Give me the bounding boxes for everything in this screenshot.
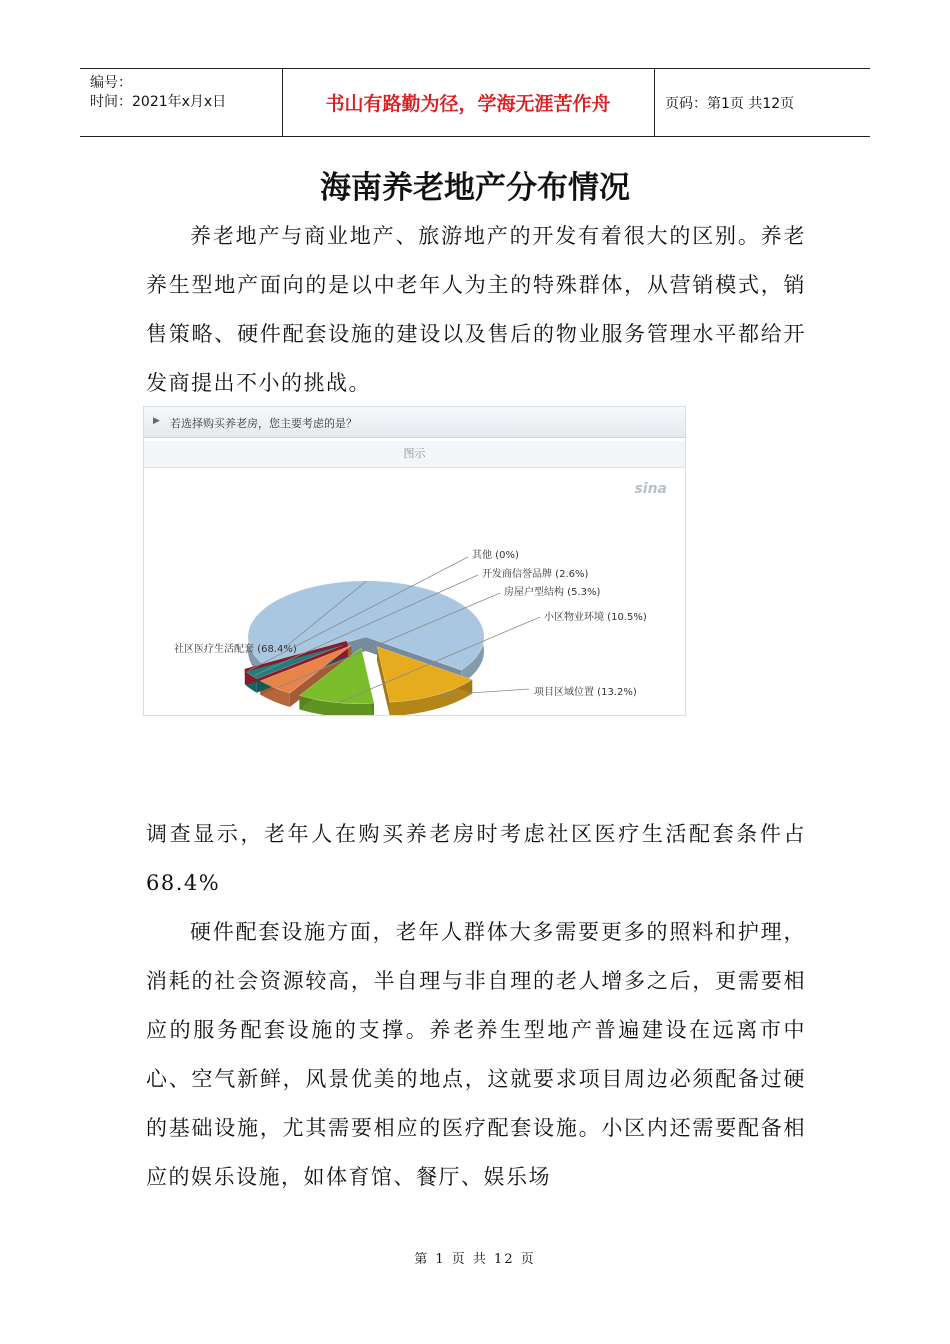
survey-chart-panel <box>143 406 686 716</box>
paragraph-intro: 养老地产与商业地产、旅游地产的开发有着很大的区别。养老养生型地产面向的是以中老年人为主的特殊群体，从营销模式，销售策略、硬件配套设施的建设以及售后的物业服务管理水平都给开发商提出不小的挑战。 <box>146 224 806 395</box>
triangle-right-icon: ▶ <box>153 416 160 426</box>
document-title: 海南养老地产分布情况 <box>320 170 630 206</box>
pie-label: 项目区域位置 (13.2%) <box>534 687 637 698</box>
pie-label: 社区医疗生活配套 (68.4%) <box>174 644 297 655</box>
number-label: 编号： <box>90 75 132 91</box>
pie-label: 房屋户型结构 (5.3%) <box>504 587 601 598</box>
pie-label: 开发商信誉品牌 (2.6%) <box>482 569 589 580</box>
chart-question-bar <box>144 407 685 438</box>
page-footer: 第 1 页 共 12 页 <box>414 1252 536 1267</box>
chart-question: 若选择购买养老房，您主要考虑的是？ <box>170 417 357 430</box>
paragraph-facilities: 硬件配套设施方面，老年人群体大多需要更多的照料和护理，消耗的社会资源较高，半自理与非自理的老人增多之后，更需要相应的服务配套设施的支撑。养老养生型地产普遍建设在远离市中心、空气新鲜，风景优美的地点，这就要求项目周边必须配备过硬的基础设施，尤其需要相应的医疗配套设施。小区内还需要配备相应的娱乐设施，如体育馆、餐厅、娱乐场 <box>146 920 806 1189</box>
page-info: 页码：第1页 共12页 <box>665 95 795 112</box>
pie-label: 其他 (0%) <box>472 550 519 561</box>
time-label: 时间：2021年x月x日 <box>90 94 227 110</box>
header-motto-cell <box>282 69 655 136</box>
motto-text: 书山有路勤为径，学海无涯苦作舟 <box>325 93 611 115</box>
paragraph-survey-result: 调查显示，老年人在购买养老房时考虑社区医疗生活配套条件占68.4% <box>146 822 806 895</box>
chart-subheader: 图示 <box>403 447 426 460</box>
pie-label: 小区物业环境 (10.5%) <box>544 612 647 623</box>
chart-subheader-bar <box>144 441 685 468</box>
document-header <box>80 68 870 137</box>
header-page-cell <box>655 69 870 136</box>
pie-chart <box>144 467 685 715</box>
header-meta-cell <box>80 69 283 136</box>
sina-logo: sina <box>634 481 667 497</box>
